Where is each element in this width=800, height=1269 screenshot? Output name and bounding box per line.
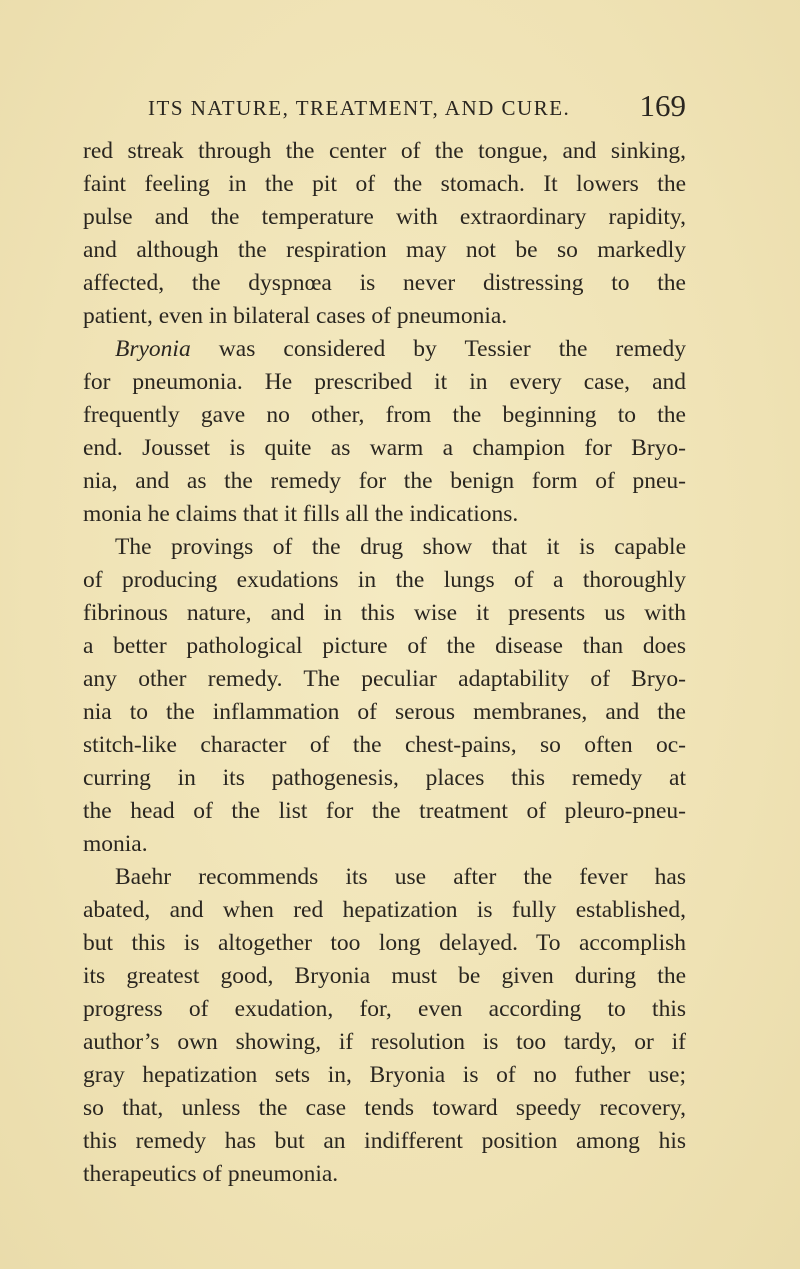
text-line: faint feeling in the pit of the stomach. It lowers the bbox=[83, 171, 686, 197]
italic-term: Bryonia bbox=[115, 336, 191, 362]
text-line: affected, the dyspnœa is never distressing to the bbox=[83, 270, 686, 296]
running-title: ITS NATURE, TREATMENT, AND CURE. bbox=[148, 96, 571, 120]
text-line: pulse and the temperature with extraordinary rapidity, bbox=[83, 204, 686, 230]
text-line: curring in its pathogenesis, places this remedy at bbox=[83, 765, 686, 791]
text-line: but this is altogether too long delayed. To accomplish bbox=[83, 930, 686, 956]
text-line: frequently gave no other, from the beginning to the bbox=[83, 402, 686, 428]
text-line: and although the respiration may not be so markedly bbox=[83, 237, 686, 263]
text-line: Baehr recommends its use after the fever has bbox=[115, 864, 686, 890]
text-line: a better pathological picture of the disease than does bbox=[83, 633, 686, 659]
text-line: fibrinous nature, and in this wise it presents us with bbox=[83, 600, 686, 626]
text-line: monia. bbox=[83, 831, 148, 857]
body-text bbox=[83, 135, 686, 1191]
text-line: the head of the list for the treatment of pleuro-pneu- bbox=[83, 798, 686, 824]
text-line: nia, and as the remedy for the benign form of pneu- bbox=[83, 468, 686, 494]
text-line: its greatest good, Bryonia must be given during the bbox=[83, 963, 686, 989]
text-span: was considered by Tessier the remedy bbox=[218, 336, 686, 362]
text-line: for pneumonia. He prescribed it in every case, and bbox=[83, 369, 686, 395]
text-line: of producing exudations in the lungs of a thoroughly bbox=[83, 567, 686, 593]
text-line: nia to the inflammation of serous membranes, and the bbox=[83, 699, 686, 725]
text-line: any other remedy. The peculiar adaptability of Bryo- bbox=[83, 666, 686, 692]
text-line: red streak through the center of the tongue, and sinking, bbox=[83, 138, 686, 164]
running-head bbox=[148, 88, 686, 124]
text-line: monia he claims that it fills all the indications. bbox=[83, 501, 519, 527]
text-line: end. Jousset is quite as warm a champion for Bryo- bbox=[83, 435, 686, 461]
text-line bbox=[83, 333, 686, 366]
text-line: gray hepatization sets in, Bryonia is of no futher use; bbox=[83, 1062, 686, 1088]
text-line: abated, and when red hepatization is fully established, bbox=[83, 897, 686, 923]
text-line: author’s own showing, if resolution is too tardy, or if bbox=[83, 1029, 686, 1055]
page-number: 169 bbox=[639, 88, 686, 123]
text-line: patient, even in bilateral cases of pneumonia. bbox=[83, 303, 508, 329]
text-line: The provings of the drug show that it is capable bbox=[115, 534, 686, 560]
text-line: progress of exudation, for, even according to this bbox=[83, 996, 686, 1022]
text-line: therapeutics of pneumonia. bbox=[83, 1161, 339, 1187]
text-line: stitch-like character of the chest-pains, so often oc- bbox=[83, 732, 686, 758]
text-line: this remedy has but an indifferent position among his bbox=[83, 1128, 686, 1154]
text-line: so that, unless the case tends toward speedy recovery, bbox=[83, 1095, 686, 1121]
